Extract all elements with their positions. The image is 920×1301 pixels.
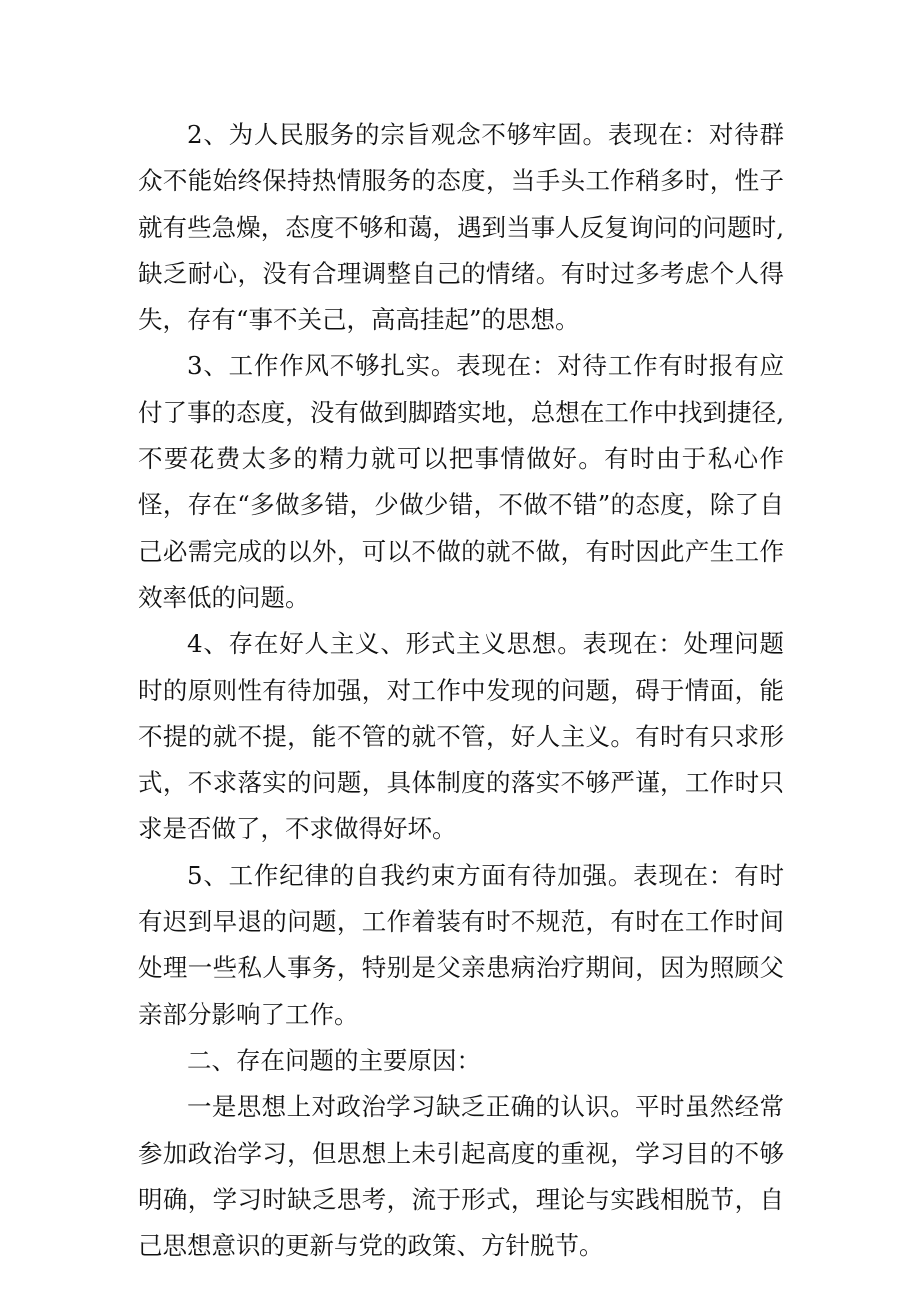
paragraph-item-2: 2、为人民服务的宗旨观念不够牢固。表现在：对待群众不能始终保持热情服务的态度，当手头工作稍多时，性子就有些急燥，态度不够和蔼，遇到当事人反复询问的问题时,缺乏耐心，没有合理调整自己的情绪。有时过多考虑个人得失，存有“事不关己，高高挂起”的思想。 [138,120,784,335]
paragraph-cause-1: 一是思想上对政治学习缺乏正确的认识。平时虽然经常参加政治学习，但思想上未引起高度的重视，学习目的不够明确，学习时缺乏思考，流于形式，理论与实践相脱节，自己思想意识的更新与党的政策、方针脱节。 [138,1092,784,1261]
paragraph-item-4: 4、存在好人主义、形式主义思想。表现在：处理问题时的原则性有待加强，对工作中发现的问题，碍于情面，能不提的就不提，能不管的就不管，好人主义。有时有只求形式，不求落实的问题，具体制度的落实不够严谨，工作时只求是否做了，不求做得好坏。 [138,629,784,844]
paragraph-item-5: 5、工作纪律的自我约束方面有待加强。表现在：有时有迟到早退的问题，工作着装有时不规范，有时在工作时间处理一些私人事务，特别是父亲患病治疗期间，因为照顾父亲部分影响了工作。 [138,860,784,1029]
section-heading-causes: 二、存在问题的主要原因： [187,1045,481,1075]
paragraph-item-3: 3、工作作风不够扎实。表现在：对待工作有时报有应付了事的态度，没有做到脚踏实地，总想在工作中找到捷径,不要花费太多的精力就可以把事情做好。有时由于私心作怪，存在“多做多错，少做少错，不做不错”的态度，除了自己必需完成的以外，可以不做的就不做，有时因此产生工作效率低的问题。 [138,351,784,612]
document-body [138,112,784,1269]
